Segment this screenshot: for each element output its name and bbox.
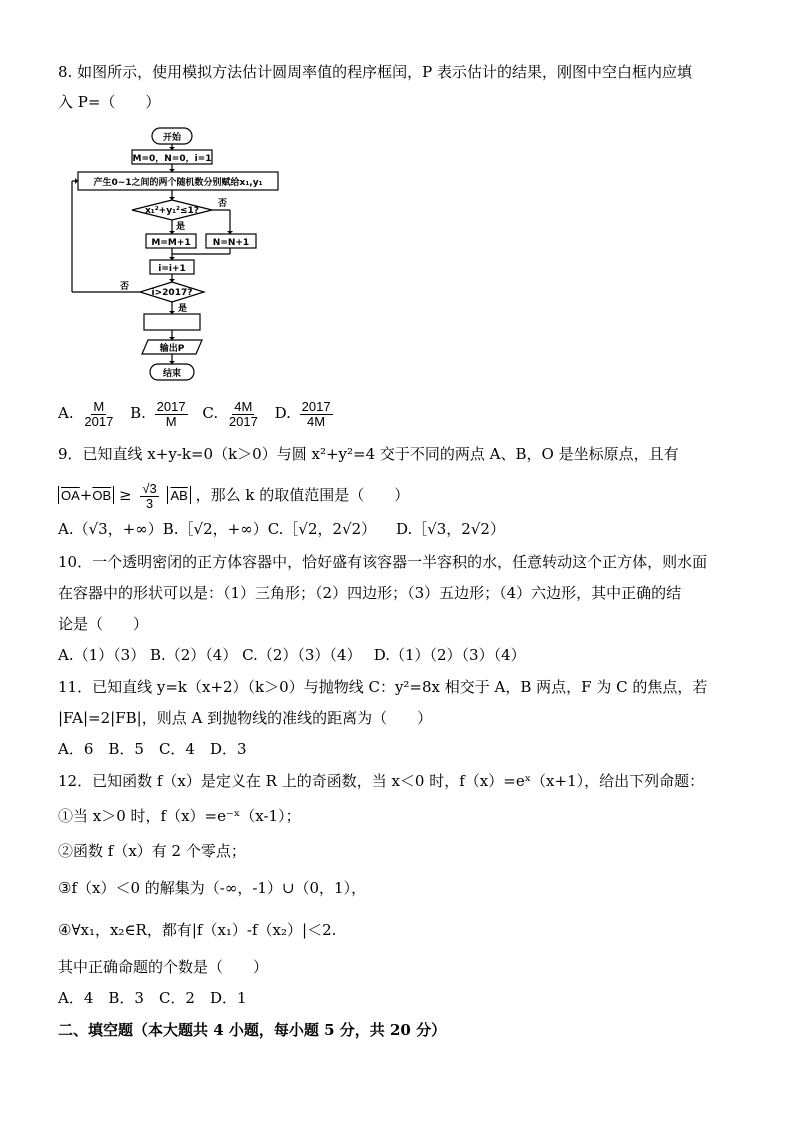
q8-option-b-label: B. bbox=[130, 404, 146, 422]
q8-option-d-label: D. bbox=[274, 404, 291, 422]
q8-line1: 8. 如图所示，使用模拟方法估计圆周率值的程序框闰，P 表示估计的结果，刚图中空白框内应填 bbox=[58, 63, 692, 81]
q9-vec-ab: $\overline{AB}$ bbox=[167, 486, 190, 504]
q9-vec-sum: $\overline{OA}+\overline{OB}$ bbox=[58, 486, 114, 504]
q8-options bbox=[58, 398, 337, 429]
q8-option-c-frac: $\frac{4M}{2017}$ bbox=[228, 398, 258, 429]
q10-line1: 10．一个透明密闭的正方体容器中，恰好盛有该容器一半容积的水，任意转动这个正方体，则水面 bbox=[58, 553, 708, 571]
q10-options: A.（1）（3） B.（2）（4） C.（2）（3）（4） D.（1）（2）（3）（4） bbox=[58, 646, 526, 664]
q12-prop1: ①当 x＞0 时，f（x）=e⁻ˣ（x-1）； bbox=[58, 807, 301, 825]
fc-no2-label: 否 bbox=[120, 282, 130, 292]
q12-line1: 12．已知函数 f（x）是定义在 R 上的奇函数，当 x＜0 时，f（x）=eˣ（x+1），给出下列命题： bbox=[58, 772, 705, 790]
q11-options: A．6 B．5 C．4 D．3 bbox=[58, 740, 247, 758]
q8-line2: 入 P=（ ） bbox=[58, 93, 161, 111]
q8-option-a-frac: $\frac{M}{2017}$ bbox=[84, 398, 114, 429]
fc-start-label: 开始 bbox=[162, 133, 182, 143]
fc-output-label: 输出P bbox=[159, 344, 185, 354]
q11-line2: |FA|=2|FB|，则点 A 到抛物线的准线的距离为（ ） bbox=[58, 709, 433, 727]
fc-cond1-label: x₁²+y₁²≤1? bbox=[144, 206, 200, 216]
fc-no1-label: 否 bbox=[218, 199, 228, 209]
q8-option-b-frac: $\frac{2017}{M}$ bbox=[156, 398, 186, 429]
q12-prop4: ④∀x₁，x₂∈R，都有|f（x₁）-f（x₂）|＜2. bbox=[58, 921, 337, 939]
fc-cond2-label: i>2017? bbox=[151, 288, 193, 298]
fc-yes2-label: 是 bbox=[178, 304, 188, 314]
fc-m-inc-label: M=M+1 bbox=[151, 238, 191, 248]
q8-option-d-frac: $\frac{2017}{4M}$ bbox=[301, 398, 331, 429]
q8-option-a-label: A. bbox=[58, 404, 74, 422]
fc-i-inc-label: i=i+1 bbox=[158, 264, 186, 274]
q8-option-c-label: C. bbox=[202, 404, 219, 422]
q9-fraction: $\frac{√3}{3}$ bbox=[142, 480, 157, 511]
fc-init-label: M=0，N=0，i=1 bbox=[132, 154, 212, 164]
fc-yes1-label: 是 bbox=[176, 222, 186, 232]
fc-n-inc-label: N=N+1 bbox=[212, 238, 250, 248]
q12-options: A．4 B．3 C．2 D．1 bbox=[58, 989, 247, 1007]
q12-question: 其中正确命题的个数是（ ） bbox=[58, 958, 269, 976]
q9-line1: 9．已知直线 x+y-k=0（k＞0）与圆 x²+y²=4 交于不同的两点 A、B，O 是坐标原点，且有 bbox=[58, 445, 679, 463]
fc-gen-label: 产生0~1之间的两个随机数分别赋给x₁,y₁ bbox=[93, 178, 263, 188]
q10-line2: 在容器中的形状可以是：（1）三角形；（2）四边形；（3）五边形；（4）六边形，其中正确的结 bbox=[58, 584, 682, 602]
q11-line1: 11．已知直线 y=k（x+2）（k＞0）与抛物线 C：y²=8x 相交于 A，B 两点，F 为 C 的焦点，若 bbox=[58, 678, 708, 696]
q9-line2: $\overline{OA}+\overline{OB}$ ≥ $\frac{√3}{3}$ $\overline{AB}$ ，那么 k 的取值范围是（ ） bbox=[58, 480, 409, 511]
q9-options: A.（√3，+∞）B.［√2，+∞）C.［√2，2√2） D.［√3，2√2） bbox=[58, 520, 505, 538]
flowchart-diagram bbox=[70, 126, 300, 386]
fc-blank-box bbox=[144, 314, 200, 330]
section-heading: 二、填空题（本大题共 4 小题，每小题 5 分，共 20 分） bbox=[58, 1021, 447, 1039]
q10-line3: 论是（ ） bbox=[58, 615, 149, 633]
fc-end-label: 结束 bbox=[162, 369, 182, 379]
q12-prop3: ③f（x）＜0 的解集为（-∞，-1）∪（0，1）， bbox=[58, 879, 367, 897]
q12-prop2: ②函数 f（x）有 2 个零点； bbox=[58, 842, 246, 860]
